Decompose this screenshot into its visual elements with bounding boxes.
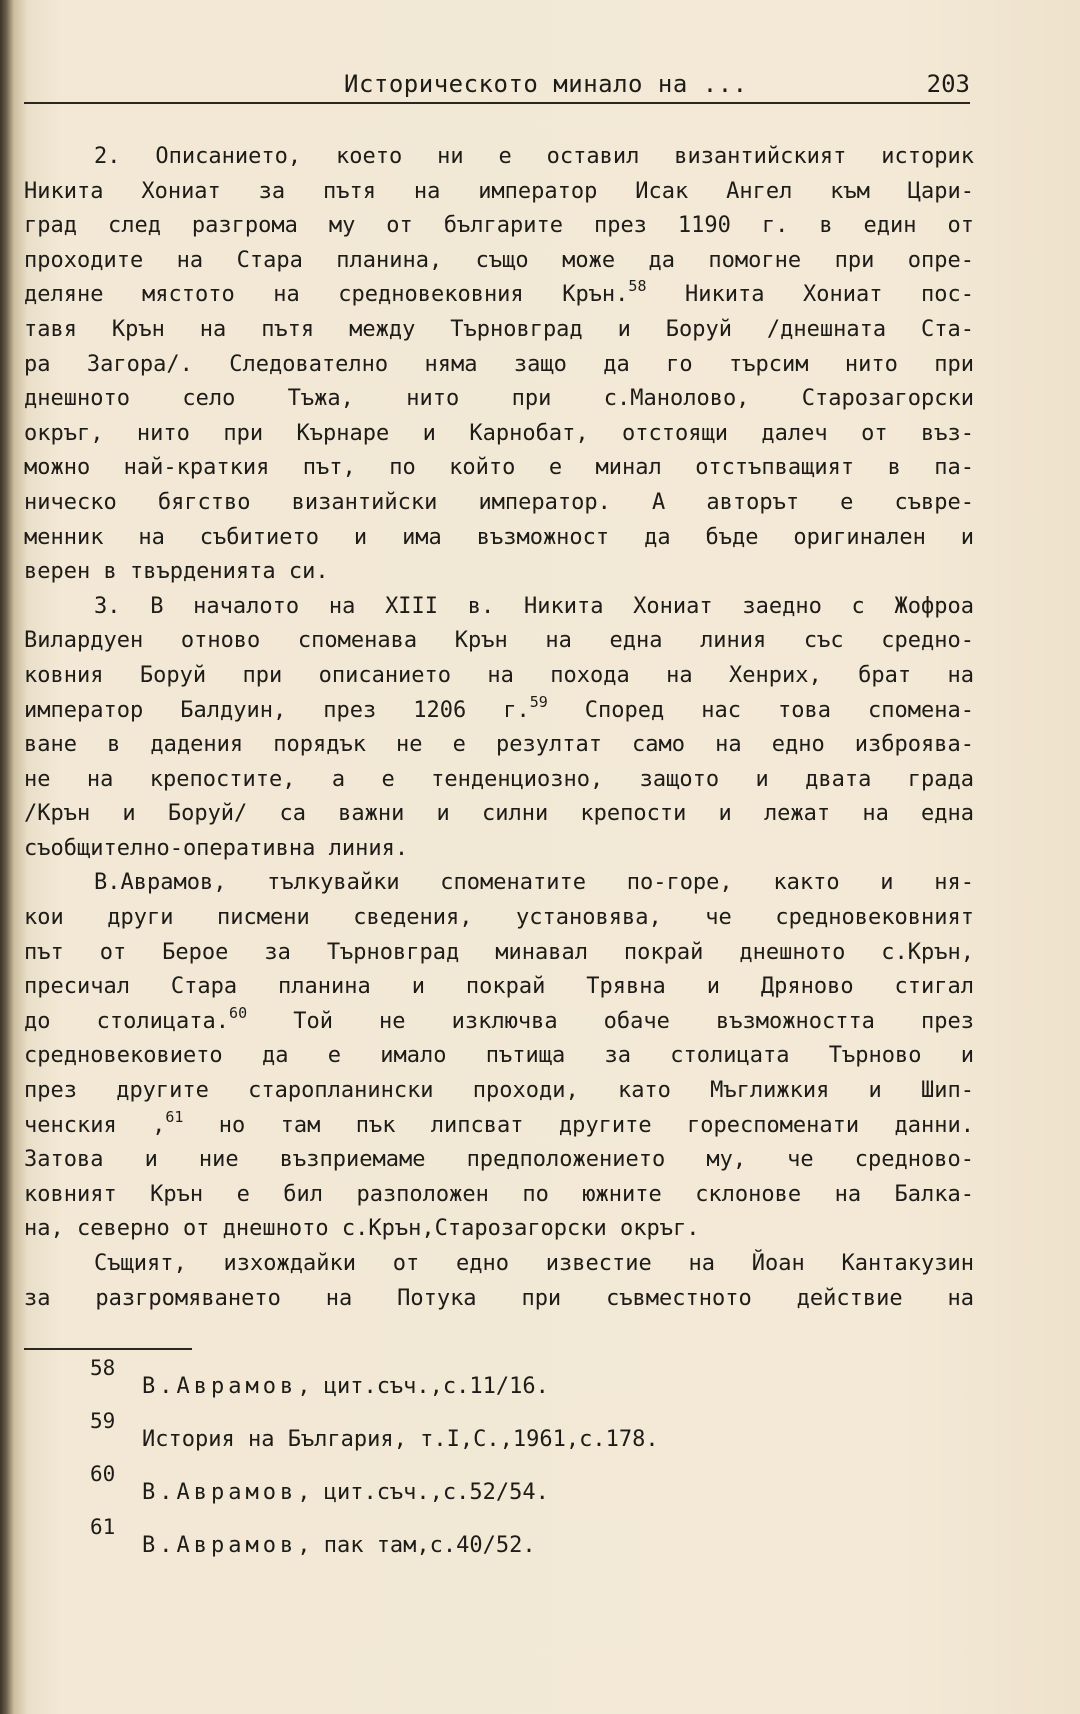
line-text: окръг, нито при Кърнаре и Карнобат, отстоящи далеч от въз-: [24, 420, 974, 446]
line-text: не на крепостите, а е тенденциозно, защото и двата града: [24, 766, 974, 792]
text-line: [24, 521, 974, 556]
line-text: менник на събитието и има възможност да бъде оригинален и: [24, 524, 974, 550]
footnote-ref[interactable]: 58: [628, 277, 647, 296]
footnote-ref[interactable]: 59: [529, 692, 548, 711]
text-line: [24, 209, 974, 244]
line-text: средновековието да е имало пътища за столицата Търново и: [24, 1043, 974, 1069]
text-line: [24, 590, 974, 625]
footnote-author: В.Аврамов: [142, 1533, 298, 1558]
text-line: [24, 659, 974, 694]
line-text: император Балдуин, през 1206 г.: [24, 697, 530, 723]
line-text: но там пък липсват другите гореспоменати данни.: [183, 1112, 974, 1138]
line-text: В.Аврамов, тълкувайки споменатите по-горе, както и ня-: [94, 870, 974, 896]
line-text: /Крън и Боруй/ са важни и силни крепости и лежат на една: [24, 801, 974, 827]
line-text: можно най-краткия път, по който е минал отстъпващият в па-: [24, 455, 974, 481]
text-line: [24, 1074, 974, 1109]
line-text: ване в дадения порядък не е резултат само на едно изброява-: [24, 732, 974, 758]
footnote-ref[interactable]: 60: [229, 1003, 248, 1022]
line-text: ническо бягство византийски император. А авторът е съвре-: [24, 489, 974, 515]
footnote-text: [142, 1427, 659, 1452]
line-text: ковния Боруй при описанието на похода на Хенрих, брат на: [24, 662, 974, 688]
line-text: верен в твърденията си.: [24, 559, 329, 585]
footnote-text: [142, 1480, 549, 1505]
text-line: [24, 555, 974, 590]
text-line: [24, 1005, 974, 1040]
line-text: деляне мястото на средновековния Крън.: [24, 282, 629, 308]
text-line: [24, 1282, 974, 1317]
footnote: [90, 1515, 950, 1568]
text-line: [24, 694, 974, 729]
line-text: днешното село Тъжа, нито при с.Манолово, Старозагорски: [24, 386, 974, 412]
text-line: [24, 175, 974, 210]
running-head: Историческото минало на ...: [344, 70, 748, 98]
footnote-rule: [24, 1348, 192, 1350]
line-text: Никита Хониат пос-: [646, 282, 974, 308]
footnote-author: В.Аврамов: [142, 1374, 298, 1399]
line-text: Затова и ние възприемаме предположението му, че средново-: [24, 1147, 974, 1173]
footnote: [90, 1409, 950, 1462]
text-line: [24, 797, 974, 832]
footnote-number: 58: [90, 1356, 116, 1380]
line-text: ра Загора/. Следователно няма защо да го търсим нито при: [24, 351, 974, 377]
text-line: [24, 866, 974, 901]
footnote-number: 61: [90, 1515, 116, 1539]
text-line: [24, 1143, 974, 1178]
line-text: през другите старопланински проходи, като Мъглижкия и Шип-: [24, 1078, 974, 1104]
text-line: [24, 970, 974, 1005]
text-line: [24, 451, 974, 486]
text-line: [24, 348, 974, 383]
line-text: Никита Хониат за пътя на император Исак Ангел към Цари-: [24, 178, 974, 204]
line-text: Според нас това спомена-: [547, 697, 974, 723]
footnote-text: [142, 1533, 536, 1558]
text-line: [24, 1039, 974, 1074]
line-text: Вилардуен отново споменава Крън на една линия със средно-: [24, 628, 974, 654]
text-line: [24, 278, 974, 313]
text-line: [24, 417, 974, 452]
footnote-number: 60: [90, 1462, 116, 1486]
text-line: [24, 313, 974, 348]
line-text: път от Берое за Търновград минавал покрай днешното с.Крън,: [24, 939, 974, 965]
line-text: 2. Описанието, което ни е оставил византийският историк: [94, 144, 974, 169]
footnote-ref[interactable]: 61: [165, 1107, 184, 1126]
line-text: до столицата.: [24, 1008, 230, 1034]
line-text: ковният Крън е бил разположен по южните склонове на Балка-: [24, 1181, 974, 1207]
text-line: [24, 728, 974, 763]
line-text: кои други писмени сведения, установява, че средновековният: [24, 905, 974, 931]
footnote: [90, 1462, 950, 1515]
text-line: [24, 382, 974, 417]
footnote-text: [142, 1374, 549, 1399]
line-text: на, северно от днешното с.Крън,Старозагорски окръг.: [24, 1216, 700, 1242]
footnote-number: 59: [90, 1409, 116, 1433]
line-text: град след разгрома му от българите през 1190 г. в един от: [24, 213, 974, 239]
text-line: [24, 1178, 974, 1213]
page-header: [24, 68, 970, 104]
footnote-author: В.Аврамов: [142, 1480, 298, 1505]
text-line: [24, 763, 974, 798]
text-line: [24, 486, 974, 521]
line-text: пресичал Стара планина и покрай Трявна и Дряново стигал: [24, 974, 974, 1000]
footnote-citation: , цит.съч.,с.52/54.: [297, 1480, 549, 1505]
footnote-citation: , пак там,с.40/52.: [297, 1533, 536, 1558]
footnote-citation: История на България, т.I,С.,1961,с.178.: [142, 1427, 659, 1452]
line-text: за разгромяването на Потука при съвместното действие на: [24, 1285, 974, 1311]
page-number: 203: [926, 70, 970, 98]
text-line: [24, 244, 974, 279]
footnote-citation: , цит.съч.,с.11/16.: [297, 1374, 549, 1399]
text-line: [24, 624, 974, 659]
line-text: тавя Крън на пътя между Търновград и Боруй /днешната Ста-: [24, 316, 974, 342]
line-text: 3. В началото на XIII в. Никита Хониат заедно с Жофроа: [94, 593, 974, 619]
text-line: [24, 1212, 974, 1247]
text-line: [24, 832, 974, 867]
text-line: [24, 1109, 974, 1144]
body-text: [24, 140, 974, 1316]
text-line: [24, 140, 974, 175]
text-line: [24, 901, 974, 936]
line-text: Същият, изхождайки от едно известие на Йоан Кантакузин: [94, 1251, 974, 1276]
line-text: ченския ,: [24, 1112, 166, 1138]
text-line: [24, 936, 974, 971]
line-text: Той не изключва обаче възможността през: [247, 1008, 975, 1034]
line-text: проходите на Стара планина, също може да помогне при опре-: [24, 247, 974, 273]
footnote: [90, 1356, 950, 1409]
line-text: съобщително-оперативна линия.: [24, 835, 409, 861]
text-line: [24, 1247, 974, 1282]
footnotes: [90, 1356, 950, 1568]
